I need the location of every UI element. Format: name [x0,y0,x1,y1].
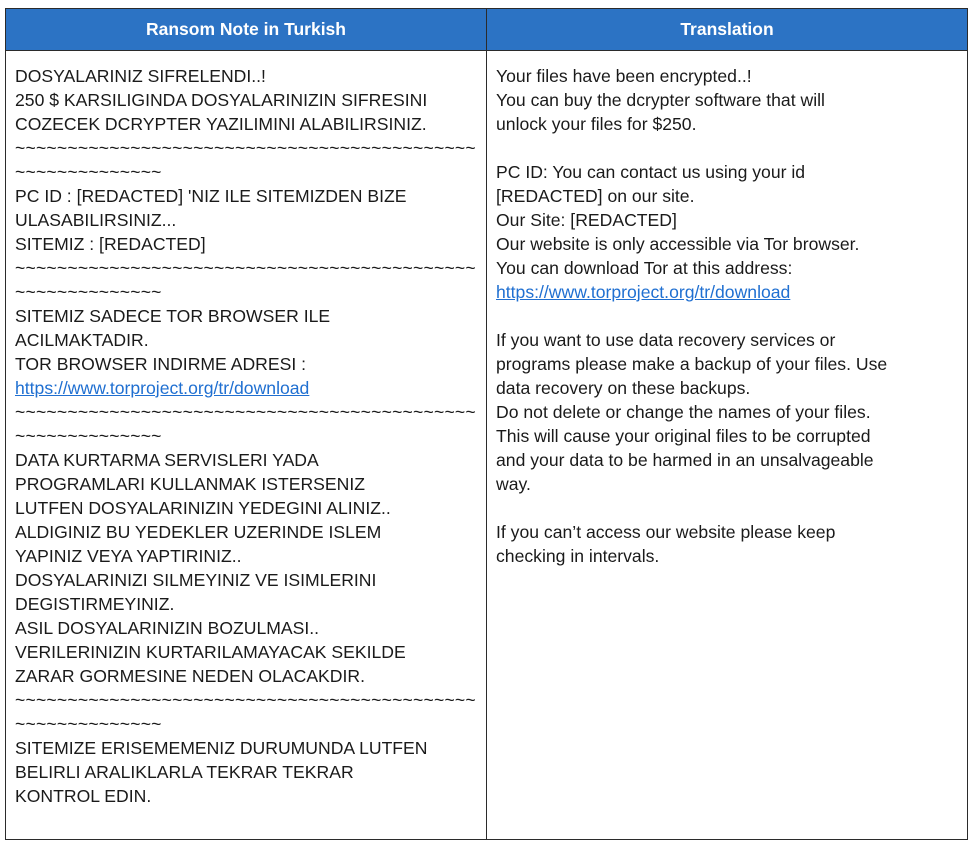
translation-line-10 [496,304,958,328]
turkish-line-21: DOSYALARINIZI SILMEYINIZ VE ISIMLERINI [15,570,377,590]
turkish-line-30: KONTROL EDIN. [15,786,152,806]
translation-line-13: data recovery on these backups. [496,378,751,398]
turkish-line-29: BELIRLI ARALIKLARLA TEKRAR TEKRAR [15,762,354,782]
turkish-line-7: SITEMIZ : [REDACTED] [15,234,206,254]
translation-line-7: Our website is only accessible via Tor browser. [496,234,860,254]
turkish-line-22: DEGISTIRMEYINIZ. [15,594,175,614]
translation-line-1: You can buy the dcrypter software that will [496,90,825,110]
turkish-line-3: ~~~~~~~~~~~~~~~~~~~~~~~~~~~~~~~~~~~~~~~~~~~~ [15,138,476,158]
translation-line-0: Your files have been encrypted..! [496,66,752,86]
turkish-note-cell [6,51,487,840]
content-row [6,51,968,840]
translation-line-15: This will cause your original files to be corrupted [496,426,871,446]
turkish-line-25: ZARAR GORMESINE NEDEN OLACAKDIR. [15,666,365,686]
translation-text [496,64,958,568]
translation-line-2: unlock your files for $250. [496,114,697,134]
translation-line-17: way. [496,474,531,494]
turkish-line-8: ~~~~~~~~~~~~~~~~~~~~~~~~~~~~~~~~~~~~~~~~~~~~ [15,258,476,278]
header-turkish: Ransom Note in Turkish [6,9,487,51]
turkish-line-1: 250 $ KARSILIGINDA DOSYALARINIZIN SIFRESINI [15,90,428,110]
turkish-note-text [15,64,477,808]
header-translation: Translation [487,9,968,51]
translation-line-19: If you can’t access our website please keep [496,522,836,542]
turkish-line-0: DOSYALARINIZ SIFRELENDI..! [15,66,266,86]
tor-download-link[interactable]: https://www.torproject.org/tr/download [15,378,310,398]
translation-line-16: and your data to be harmed in an unsalvageable [496,450,874,470]
translation-line-9 [496,280,958,304]
turkish-line-13 [15,376,477,400]
turkish-line-28: SITEMIZE ERISEMEMENIZ DURUMUNDA LUTFEN [15,738,428,758]
translation-line-12: programs please make a backup of your files. Use [496,354,888,374]
translation-line-20: checking in intervals. [496,546,660,566]
turkish-line-5: PC ID : [REDACTED] 'NIZ ILE SITEMIZDEN BIZE [15,186,407,206]
translation-line-14: Do not delete or change the names of your files. [496,402,871,422]
turkish-line-19: ALDIGINIZ BU YEDEKLER UZERINDE ISLEM [15,522,382,542]
translation-line-4: PC ID: You can contact us using your id [496,162,806,182]
turkish-line-11: ACILMAKTADIR. [15,330,149,350]
turkish-line-26: ~~~~~~~~~~~~~~~~~~~~~~~~~~~~~~~~~~~~~~~~~~~~ [15,690,476,710]
turkish-line-15: ~~~~~~~~~~~~~~ [15,426,162,446]
turkish-line-4: ~~~~~~~~~~~~~~ [15,162,162,182]
translation-line-8: You can download Tor at this address: [496,258,793,278]
translation-line-3 [496,136,958,160]
turkish-line-20: YAPINIZ VEYA YAPTIRINIZ.. [15,546,242,566]
turkish-line-23: ASIL DOSYALARINIZIN BOZULMASI.. [15,618,320,638]
turkish-line-12: TOR BROWSER INDIRME ADRESI : [15,354,306,374]
turkish-line-24: VERILERINIZIN KURTARILAMAYACAK SEKILDE [15,642,406,662]
turkish-line-17: PROGRAMLARI KULLANMAK ISTERSENIZ [15,474,365,494]
turkish-line-16: DATA KURTARMA SERVISLERI YADA [15,450,319,470]
translation-line-18 [496,496,958,520]
turkish-line-9: ~~~~~~~~~~~~~~ [15,282,162,302]
translation-line-11: If you want to use data recovery services or [496,330,836,350]
ransom-note-table [5,8,968,840]
tor-download-link[interactable]: https://www.torproject.org/tr/download [496,282,791,302]
turkish-line-6: ULASABILIRSINIZ... [15,210,177,230]
translation-line-5: [REDACTED] on our site. [496,186,695,206]
turkish-line-14: ~~~~~~~~~~~~~~~~~~~~~~~~~~~~~~~~~~~~~~~~~~~~ [15,402,476,422]
translation-line-6: Our Site: [REDACTED] [496,210,677,230]
header-row [6,9,968,51]
turkish-line-27: ~~~~~~~~~~~~~~ [15,714,162,734]
turkish-line-2: COZECEK DCRYPTER YAZILIMINI ALABILIRSINIZ. [15,114,427,134]
turkish-line-18: LUTFEN DOSYALARINIZIN YEDEGINI ALINIZ.. [15,498,391,518]
turkish-line-10: SITEMIZ SADECE TOR BROWSER ILE [15,306,331,326]
translation-cell [487,51,968,840]
